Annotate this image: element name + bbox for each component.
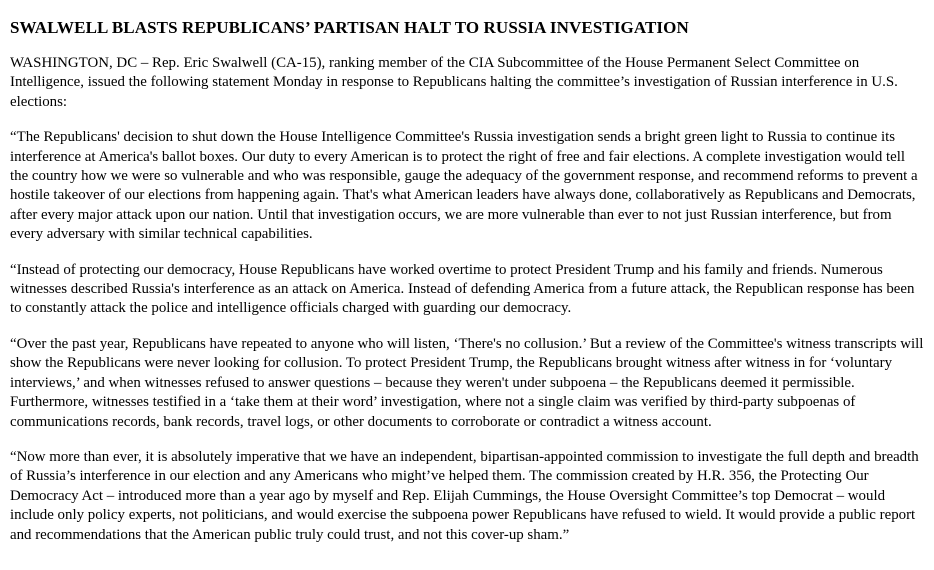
statement-paragraph-2: “Instead of protecting our democracy, House Republicans have worked overtime to protect President Trump and his family and friends. Numerous witnesses described Russia's interference as an attack on America. Instead of defending America from a future attack, the Republican response has been to constantly attack the police and intelligence officials charged with guarding our democracy. xyxy=(10,261,915,317)
statement-paragraph-3: “Over the past year, Republicans have repeated to anyone who will listen, ‘There's no collusion.’ But a review of the Committee's witness transcripts will show the Republicans were never looking for collusion. To protect President Trump, the Republicans brought witness after witness in for ‘voluntary interviews,’ and when witnesses refused to answer questions – because they weren't under subpoena – the Republicans deemed it permissible. Furthermore, witnesses testified in a ‘take them at their word’ investigation, where not a single claim was verified by third-party subpoenas of communications records, bank records, travel logs, or other documents to corroborate or contradict a witness account. xyxy=(10,335,924,430)
dateline-paragraph: WASHINGTON, DC – Rep. Eric Swalwell (CA-15), ranking member of the CIA Subcommittee of the House Permanent Select Committee on Intelligence, issued the following statement Monday in response to Republicans halting the committee’s investigation of Russian interference in U.S. elections: xyxy=(10,55,898,110)
statement-paragraph-1: “The Republicans' decision to shut down the House Intelligence Committee's Russia investigation sends a bright green light to Russia to continue its interference at America's ballot boxes. Our duty to every American is to protect the right of free and fair elections. A complete investigation would tell the country how we were so vulnerable and who was responsible, gauge the adequacy of the government response, and recommend reforms to prevent a hostile takeover of our elections from happening again. That's what American leaders have always done, collaboratively as Republicans and Democrats, after every major attack upon our nation. Until that investigation occurs, we are more vulnerable than ever to not just Russian interference, but from every adversary with similar technical capabilities. xyxy=(10,129,918,243)
headline: SWALWELL BLASTS REPUBLICANS’ PARTISAN HALT TO RUSSIA INVESTIGATION xyxy=(10,18,689,37)
statement-paragraph-4: “Now more than ever, it is absolutely imperative that we have an independent, bipartisan-appointed commission to investigate the full depth and breadth of Russia’s interference in our election and any Americans who might’ve helped them. The commission created by H.R. 356, the Protecting Our Democracy Act – introduced more than a year ago by myself and Rep. Elijah Cummings, the House Oversight Committee’s top Democrat – would include only policy experts, not politicians, and would exercise the subpoena power Republicans have refused to wield. It would provide a public report and recommendations that the American public truly could trust, and not this cover-up sham.” xyxy=(10,448,919,543)
